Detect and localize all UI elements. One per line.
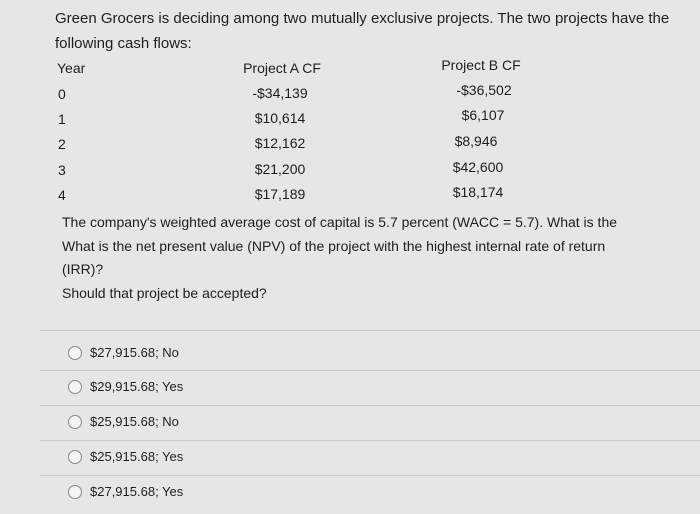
- radio-button[interactable]: [68, 415, 82, 429]
- wacc-line: The company's weighted average cost of capital is 5.7 percent (WACC = 5.7). What is the: [62, 214, 618, 230]
- option-label: $25,915.68; No: [90, 414, 179, 429]
- answer-option[interactable]: [68, 345, 179, 360]
- project-a-cell: $17,189: [254, 186, 306, 202]
- irr-line: (IRR)?: [62, 261, 104, 277]
- header-project-b: Project B CF: [441, 57, 521, 73]
- accept-question-line: Should that project be accepted?: [62, 284, 267, 301]
- radio-button[interactable]: [68, 380, 82, 394]
- year-cell: 1: [58, 111, 66, 127]
- radio-button[interactable]: [68, 346, 82, 360]
- project-a-cell: $21,200: [254, 161, 306, 177]
- divider: [40, 405, 700, 406]
- year-cell: 0: [58, 86, 66, 102]
- project-b-cell: $42,600: [452, 159, 504, 175]
- option-label: $27,915.68; No: [90, 345, 179, 360]
- divider: [40, 370, 700, 371]
- project-b-cell: $18,174: [452, 184, 504, 200]
- header-project-a: Project A CF: [243, 60, 321, 76]
- option-label: $25,915.68; Yes: [90, 449, 184, 464]
- year-cell: 3: [58, 162, 66, 178]
- year-cell: 2: [58, 136, 66, 152]
- answer-option[interactable]: [68, 484, 183, 499]
- project-a-cell: -$34,139: [252, 85, 308, 101]
- project-b-cell: -$36,502: [456, 82, 512, 98]
- divider: [40, 330, 700, 331]
- answer-option[interactable]: [68, 414, 179, 429]
- divider: [40, 475, 700, 476]
- year-cell: 4: [58, 187, 66, 203]
- option-label: $27,915.68; Yes: [90, 484, 184, 499]
- project-a-cell: $12,162: [254, 135, 306, 151]
- option-label: $29,915.68; Yes: [90, 379, 184, 394]
- answer-option[interactable]: [68, 379, 183, 394]
- question-intro: Green Grocers is deciding among two mutually exclusive projects. The two projects have the following cash flows:: [55, 10, 670, 52]
- npv-question-line: What is the net present value (NPV) of the project with the highest internal rate of return: [62, 237, 606, 254]
- project-b-cell: $6,107: [461, 107, 505, 123]
- radio-button[interactable]: [68, 450, 82, 464]
- radio-button[interactable]: [68, 485, 82, 499]
- divider: [40, 440, 700, 441]
- header-year: Year: [57, 60, 86, 76]
- project-a-cell: $10,614: [254, 110, 306, 126]
- answer-option[interactable]: [68, 449, 183, 464]
- project-b-cell: $8,946: [454, 133, 498, 149]
- question-text: [62, 211, 682, 305]
